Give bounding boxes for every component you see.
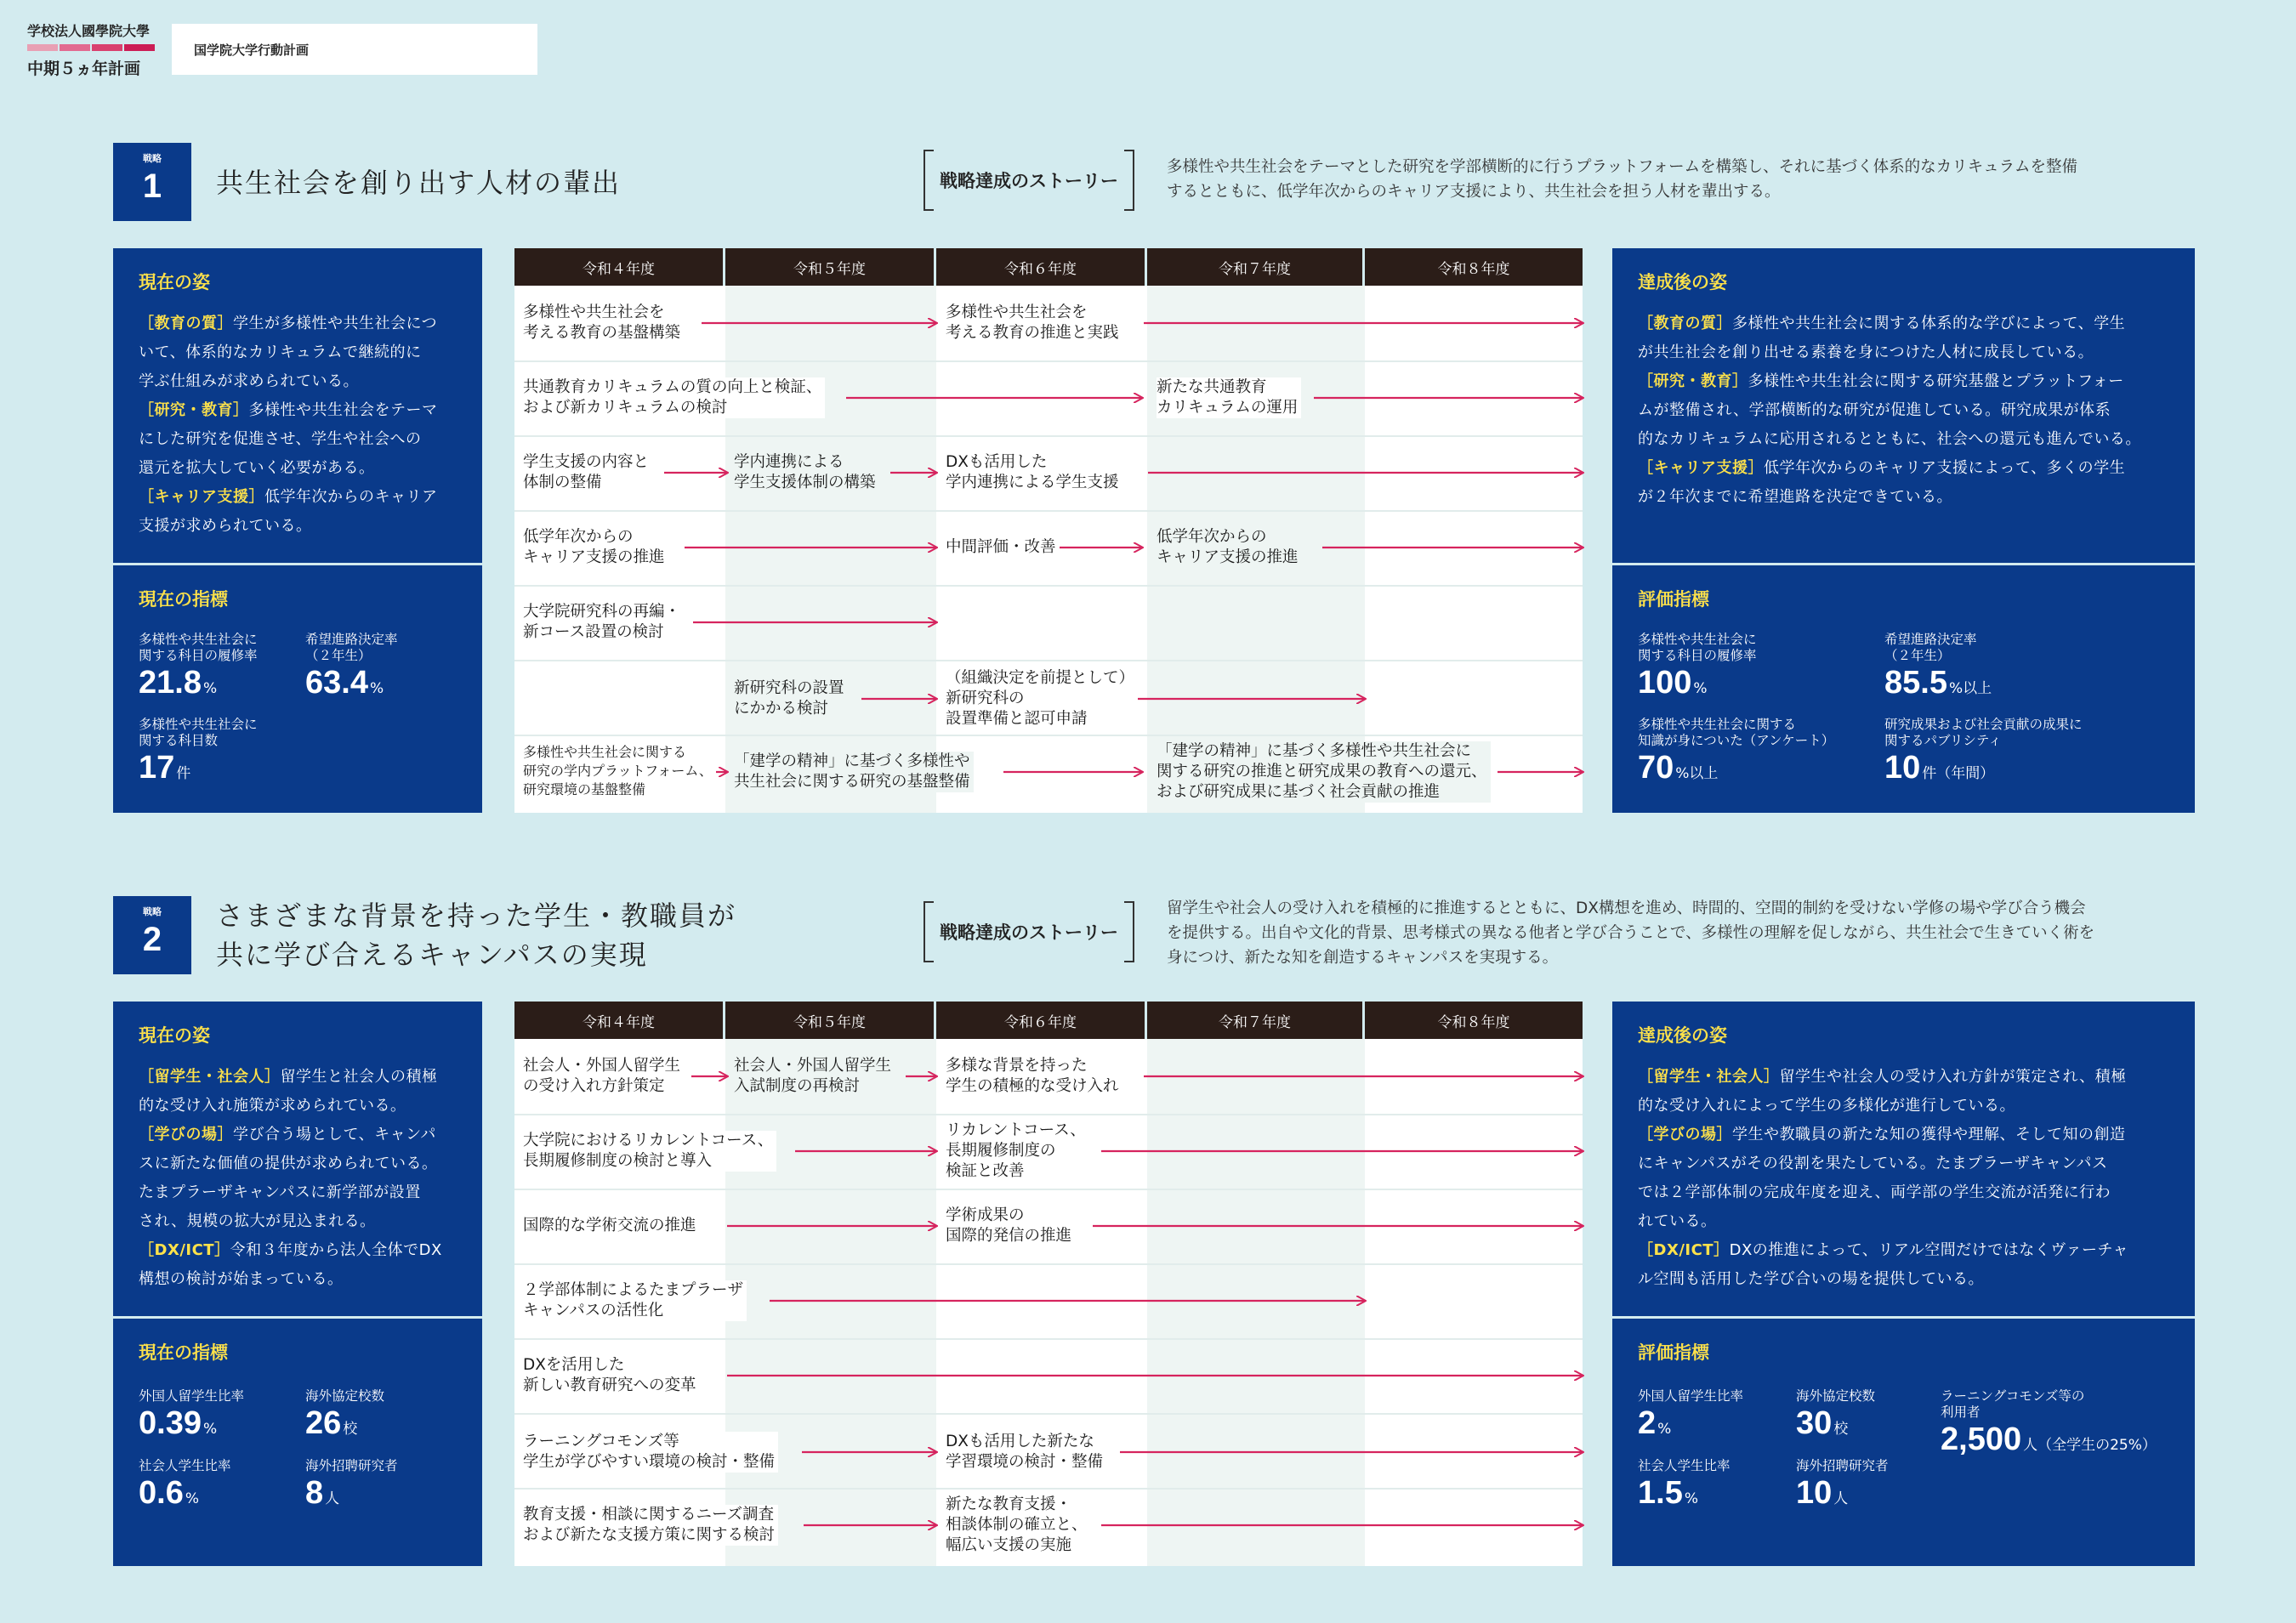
color-bar: [124, 44, 155, 51]
color-bar: [60, 44, 90, 51]
current-paragraph: ［教育の質］学生が多様性や共生社会につ いて、体系的なカリキュラムで継続的に 学ぶ仕組みが求められている。: [139, 315, 438, 390]
timeline-item: 低学年次からの キャリア支援の推進: [1157, 527, 1302, 568]
current-paragraph: ［留学生・社会人］留学生と社会人の積極 的な受け入れ施策が求められている。: [139, 1068, 438, 1115]
target-paragraph: ［学びの場］学生や教職員の新たな知の獲得や理解、そして知の創造 にキャンパスがその役割を果たしている。たまプラーザキャンパス では２学部体制の完成年度を迎え、両学部の学生交流が活発に行わ れている。: [1638, 1126, 2126, 1230]
timeline-item: 社会人・外国人留学生 入試制度の再検討: [734, 1056, 895, 1097]
roadmap-timeline: [514, 1002, 1583, 1566]
brand-color-bars: [27, 44, 155, 51]
strategy-title: [216, 163, 621, 202]
document-title: 国学院大学行動計画: [172, 24, 537, 75]
current-paragraph: ［学びの場］学び合う場として、キャンパ スに新たな価値の提供が求められている。 たまプラーザキャンパスに新学部が設置 され、規模の拡大が見込まれる。: [139, 1126, 438, 1230]
timeline-item: 低学年次からの キャリア支援の推進: [523, 527, 668, 568]
year-header: 令和５年度: [725, 1002, 936, 1039]
strategy-label: 戦略: [143, 153, 162, 164]
metric: 多様性や共生社会に 関する科目の履修率 21.8 %: [139, 632, 258, 701]
timeline-item: 大学院におけるリカレントコース、 長期履修制度の検討と導入: [523, 1131, 776, 1172]
timeline-item: 中間評価・改善: [946, 537, 1060, 558]
timeline-item: DXも活用した 学内連携による学生支援: [946, 452, 1122, 493]
year-header: 令和４年度: [514, 1002, 725, 1039]
story-label: 戦略達成のストーリー: [924, 901, 1134, 962]
metric: 多様性や共生社会に関する 知識が身についた（アンケート） 70 %以上: [1638, 717, 1835, 786]
metrics-heading: 評価指標: [1638, 1342, 1709, 1363]
metric: 海外招聘研究者 10 人: [1796, 1458, 1889, 1511]
year-header: 令和４年度: [514, 248, 725, 286]
timeline-item: リカレントコース、 長期履修制度の 検証と改善: [946, 1121, 1089, 1182]
title-line: 共に学び合えるキャンパスの実現: [216, 939, 648, 971]
title-line: 共生社会を創り出す人材の輩出: [216, 167, 622, 199]
story-line: 多様性や共生社会をテーマとした研究を学部横断的に行うプラットフォームを構築し、それに基づく体系的なカリキュラムを整備: [1167, 158, 2077, 176]
timeline-item: ２学部体制によるたまプラーザ キャンパスの活性化: [523, 1280, 747, 1321]
target-state: [1612, 248, 2195, 563]
current-paragraph: ［DX/ICT］令和３年度から法人全体でDX 構想の検討が始まっている。: [139, 1241, 442, 1288]
metric: 海外協定校数 26 校: [305, 1388, 385, 1441]
current-state-heading: 現在の姿: [139, 272, 210, 292]
target-state: [1612, 1002, 2195, 1316]
metric: 外国人留学生比率 0.39 %: [139, 1388, 245, 1441]
plan-name: 中期５ヵ年計画: [27, 60, 141, 78]
metric: 社会人学生比率 1.5 %: [1638, 1458, 1731, 1511]
timeline-item: 「建学の精神」に基づく多様性や 共生社会に関する研究の基盤整備: [734, 752, 974, 792]
metric: 多様性や共生社会に 関する科目数 17 件: [139, 717, 258, 786]
year-header: 令和７年度: [1147, 1002, 1365, 1039]
timeline-item: 多様な背景を持った 学生の積極的な受け入れ: [946, 1056, 1122, 1097]
current-state: [113, 248, 482, 563]
story-line: 身につけ、新たな知を創造するキャンパスを実現する。: [1167, 949, 1559, 967]
metric: 社会人学生比率 0.6 %: [139, 1458, 231, 1511]
target-state-panel: [1612, 1002, 2195, 1566]
timeline-item: 学生支援の内容と 体制の整備: [523, 452, 652, 493]
metric: 海外招聘研究者 8 人: [305, 1458, 398, 1511]
metrics-heading: 現在の指標: [139, 589, 228, 610]
metrics-heading: 現在の指標: [139, 1342, 228, 1363]
timeline-item: 学内連携による 学生支援体制の構築: [734, 452, 879, 493]
evaluation-metrics: [1612, 1319, 2195, 1566]
timeline-item: DXを活用した 新しい教育研究への変革: [523, 1355, 700, 1396]
timeline-item: 多様性や共生社会を 考える教育の推進と実践: [946, 303, 1122, 343]
current-state-panel: [113, 1002, 482, 1566]
target-paragraph: ［留学生・社会人］留学生や社会人の受け入れ方針が策定され、積極 的な受け入れによって学生の多様化が進行している。: [1638, 1068, 2127, 1115]
year-header: 令和８年度: [1437, 260, 1510, 278]
metrics-heading: 評価指標: [1638, 589, 1709, 610]
organization-name: 学校法人國學院大學: [27, 23, 151, 39]
timeline-item: 社会人・外国人留学生 の受け入れ方針策定: [523, 1056, 684, 1097]
strategy-title: [216, 896, 736, 974]
story-line: するとともに、低学年次からのキャリア支援により、共生社会を担う人材を輩出する。: [1167, 183, 1781, 201]
timeline-item: 新たな教育支援・ 相談体制の確立と、 幅広い支援の実施: [946, 1495, 1091, 1556]
timeline-item: DXも活用した新たな 学習環境の検討・整備: [946, 1432, 1106, 1473]
strategy-number: 2: [142, 921, 162, 958]
current-paragraph: ［研究・教育］多様性や共生社会をテーマ にした研究を促進させ、学生や社会への 還元を拡大していく必要がある。: [139, 401, 438, 477]
current-state: [113, 1002, 482, 1316]
current-metrics: [113, 565, 482, 813]
metric: 希望進路決定率 （２年生） 85.5 %以上: [1884, 632, 1992, 701]
timeline-item: （組織決定を前提として） 新研究科の 設置準備と認可申請: [946, 668, 1138, 729]
target-paragraph: ［キャリア支援］低学年次からのキャリア支援によって、多くの学生 が２年次までに希望進路を決定できている。: [1638, 459, 2126, 506]
year-header: 令和５年度: [725, 248, 936, 286]
color-bar: [27, 44, 58, 51]
timeline-item: 多様性や共生社会に関する 研究の学内プラットフォーム、 研究環境の基盤整備: [523, 743, 716, 799]
strategy-badge: [113, 143, 191, 221]
timeline-item: 大学院研究科の再編・ 新コース設置の検討: [523, 602, 684, 643]
story-text: [1167, 155, 2077, 204]
timeline-item: 国際的な学術交流の推進: [523, 1216, 700, 1236]
story-label: 戦略達成のストーリー: [924, 150, 1134, 211]
strategy-number: 1: [142, 167, 162, 205]
target-state-heading: 達成後の姿: [1638, 1025, 1727, 1046]
target-state-panel: [1612, 248, 2195, 813]
year-header: 令和６年度: [936, 1002, 1147, 1039]
metric: 希望進路決定率 （２年生） 63.4 %: [305, 632, 398, 701]
target-paragraph: ［教育の質］多様性や共生社会に関する体系的な学びによって、学生 が共生社会を創り出せる素養を身につけた人材に成長している。: [1638, 315, 2126, 361]
timeline-item: ラーニングコモンズ等 学生が学びやすい環境の検討・整備: [523, 1432, 778, 1473]
current-metrics: [113, 1319, 482, 1566]
metric: 外国人留学生比率 2 %: [1638, 1388, 1744, 1441]
color-bar: [92, 44, 122, 51]
timeline-item: 学術成果の 国際的発信の推進: [946, 1206, 1075, 1246]
roadmap-timeline: [514, 248, 1583, 813]
timeline-item: 教育支援・相談に関するニーズ調査 および新たな支援方策に関する検討: [523, 1505, 778, 1546]
timeline-item: 「建学の精神」に基づく多様性や共生社会に 関する研究の推進と研究成果の教育への還元、 および研究成果に基づく社会貢献の推進: [1157, 741, 1491, 803]
title-line: さまざまな背景を持った学生・教職員が: [216, 899, 737, 932]
target-state-heading: 達成後の姿: [1638, 272, 1727, 292]
target-paragraph: ［DX/ICT］DXの推進によって、リアル空間だけではなくヴァーチャ ル空間も活用した学び合いの場を提供している。: [1638, 1241, 2128, 1288]
story-line: 留学生や社会人の受け入れを積極的に推進するとともに、DX構想を進め、時間的、空間的制約を受けない学修の場や学び合う機会: [1167, 899, 2086, 917]
story-text: [1167, 896, 2094, 970]
metric: ラーニングコモンズ等の 利用者 2,500 人（全学生の25%）: [1941, 1388, 2157, 1457]
year-header: 令和８年度: [1437, 1013, 1510, 1031]
strategy-badge: [113, 896, 191, 974]
strategy-label: 戦略: [143, 906, 162, 917]
timeline-item: 新研究科の設置 にかかる検討: [734, 678, 848, 719]
year-header: 令和７年度: [1147, 248, 1365, 286]
story-line: を提供する。出自や文化的背景、思考様式の異なる他者と学び合うことで、多様性の理解を促しながら、共生社会で生きていく術を: [1167, 924, 2095, 942]
metric: 研究成果および社会貢献の成果に 関するパブリシティ 10 件（年間）: [1884, 717, 2083, 786]
year-header: 令和６年度: [936, 248, 1147, 286]
current-state-heading: 現在の姿: [139, 1025, 210, 1046]
timeline-item: 新たな共通教育 カリキュラムの運用: [1157, 377, 1301, 418]
metric: 海外協定校数 30 校: [1796, 1388, 1876, 1441]
current-state-panel: [113, 248, 482, 813]
current-paragraph: ［キャリア支援］低学年次からのキャリア 支援が求められている。: [139, 488, 438, 535]
target-paragraph: ［研究・教育］多様性や共生社会に関する研究基盤とプラットフォー ムが整備され、学部横断的な研究が促進している。研究成果が体系 的なカリキュラムに応用されるとともに、社会への還元も進んでいる。: [1638, 372, 2141, 448]
evaluation-metrics: [1612, 565, 2195, 813]
timeline-item: 多様性や共生社会を 考える教育の基盤構築: [523, 303, 684, 343]
metric: 多様性や共生社会に 関する科目の履修率 100 %: [1638, 632, 1757, 701]
timeline-item: 共通教育カリキュラムの質の向上と検証、 および新カリキュラムの検討: [523, 377, 825, 418]
